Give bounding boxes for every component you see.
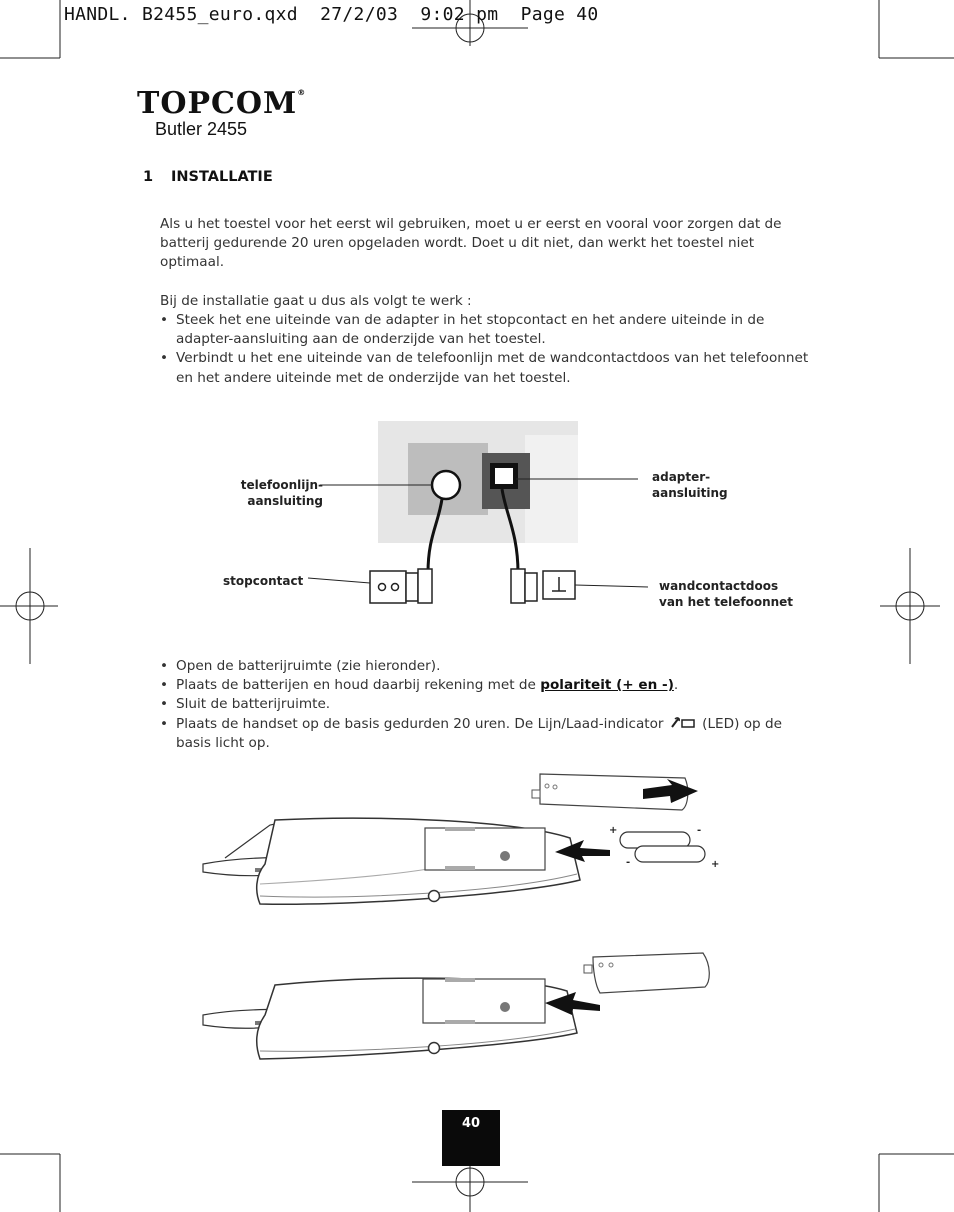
model-name: Butler 2455 [155,119,248,139]
battery-insertion-diagram [195,770,725,915]
print-slug: HANDL. B2455_euro.qxd 27/2/03 9:02 pm Page 40 [64,4,599,25]
list-item: • Sluit de batterijruimte. [160,695,820,714]
phone-line-jack [432,471,460,499]
power-outlet [370,571,406,603]
battery-compartment [423,979,545,1023]
adapter-plug [406,573,418,601]
battery-cover [593,953,709,993]
label-wall-socket: wandcontactdoos van het telefoonnet [659,579,794,609]
intro-paragraph: Als u het toestel voor het eerst wil gebruiken, moet u er eerst en vooral voor zorgen dat de batterij gedurende 20 uren opgeladen wordt. Doet u dit niet, dan werkt het toestel niet optimaal. [160,216,782,271]
polarity-emphasis: polariteit (+ en -) [540,677,674,694]
battery-cover-closing-diagram [195,945,725,1070]
label-power-outlet: stopcontact [223,574,304,588]
battery-compartment [425,828,545,870]
polarity-minus-top: - [697,825,702,836]
installation-steps [160,311,820,388]
section-heading [143,169,273,185]
label-adapter-connection: adapter- aansluiting [652,470,728,500]
registration-mark-icon: ® [297,88,307,97]
section-number: 1 [143,169,154,185]
list-item: • Plaats de handset op de basis gedurden 20 uren. De Lijn/Laad-indicator (LED) op de basis licht op. [160,715,820,753]
polarity-plus-bottom: + [711,859,720,870]
list-item: • Steek het ene uiteinde van de adapter in het stopcontact en het andere uiteinde in de adapter-aansluiting aan de onderzijde van het toestel. [160,311,820,349]
list-item: • Verbindt u het ene uiteinde van de telefoonlijn met de wandcontactdoos van het telefoonnet en het andere uiteinde met de onderzijde van het toestel. [160,349,820,387]
polarity-plus-top: + [609,825,618,836]
topcom-logo: TOPCOM® [137,86,307,121]
page-number: 40 [442,1110,500,1166]
line-charge-indicator-icon [670,716,696,730]
steps-intro: Bij de installatie gaat u dus als volgt te werk : [160,293,472,309]
polarity-minus-bottom: - [626,857,631,868]
section-title: INSTALLATIE [171,169,273,185]
label-phone-line-connection: telefoonlijn- aansluiting [240,478,323,508]
list-item: • Open de batterijruimte (zie hieronder). [160,657,820,676]
battery-steps [160,657,820,753]
list-item: • Plaats de batterijen en houd daarbij rekening met de polariteit (+ en -). [160,676,820,695]
phone-plug [511,569,525,603]
battery-2 [635,846,705,862]
